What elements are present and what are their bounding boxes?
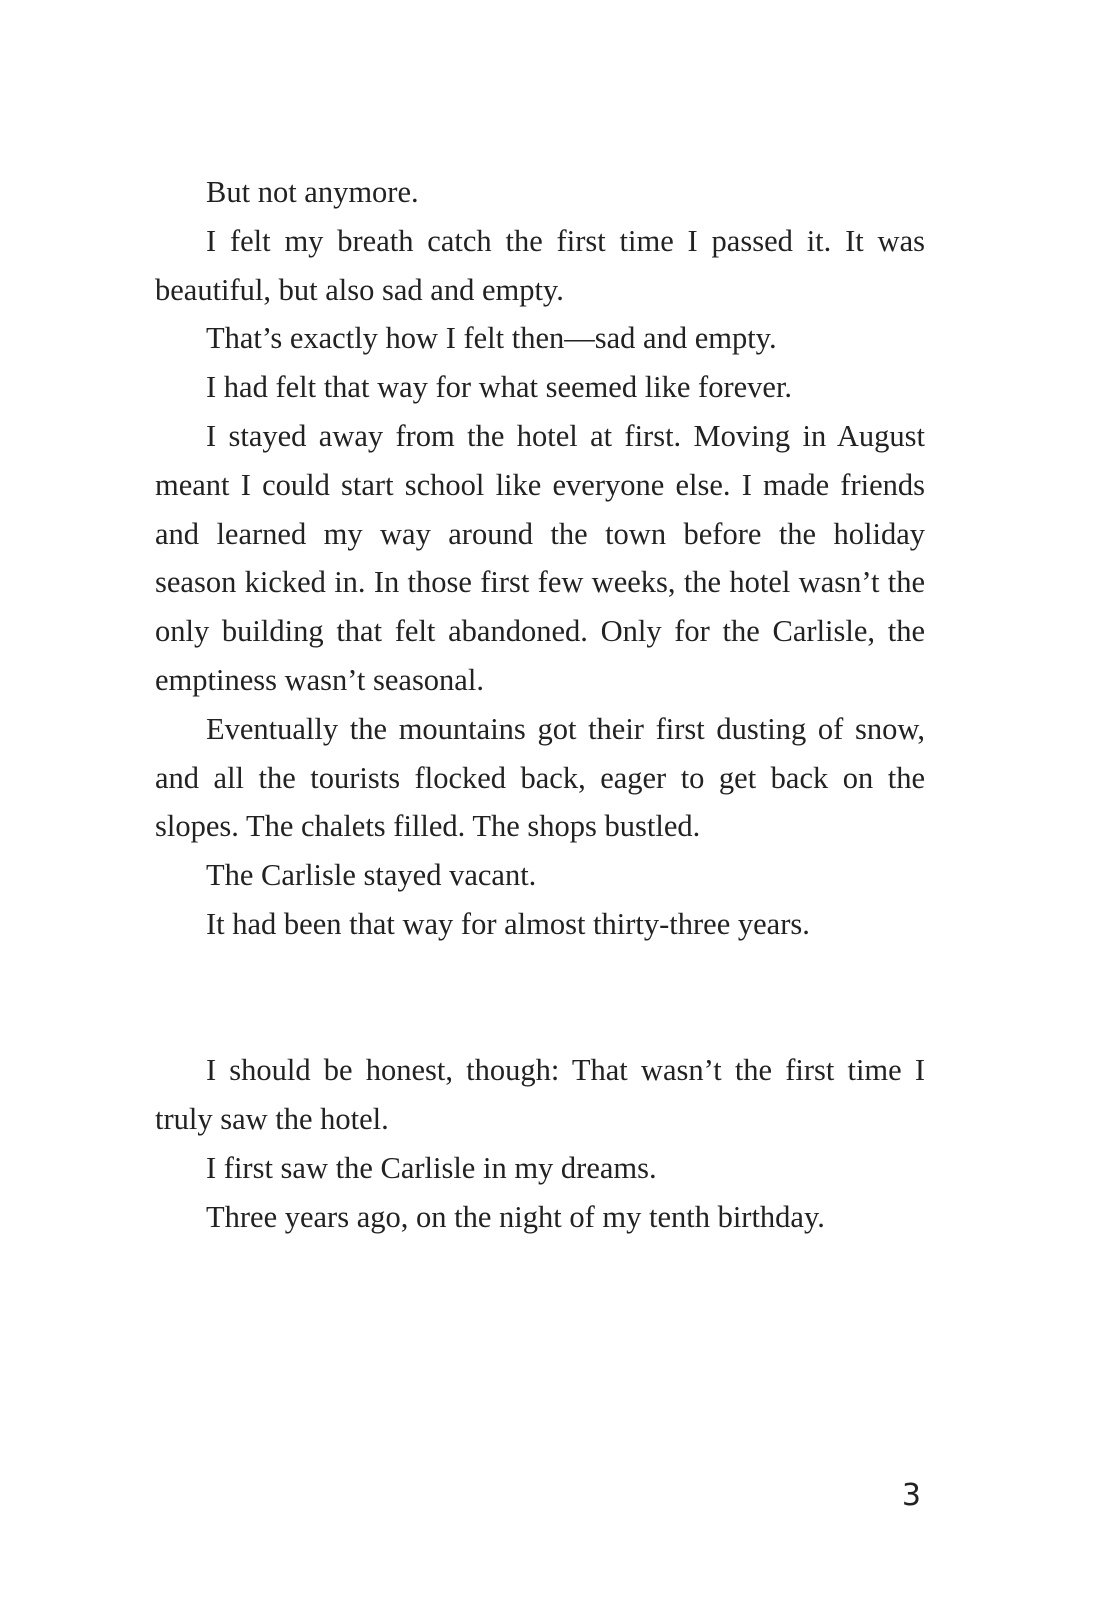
paragraph: Three years ago, on the night of my tenth birthday. xyxy=(206,1199,825,1234)
paragraph: I should be honest, though: That wasn’t the first time I truly saw the hotel. xyxy=(155,1053,925,1137)
paragraph: The Carlisle stayed vacant. xyxy=(206,858,537,893)
section-break xyxy=(155,949,925,1047)
paragraph: Eventually the mountains got their first dusting of snow, and all the tourists flocked back, eager to get back on the slopes. The chalets filled. The shops bustled. xyxy=(155,711,925,844)
paragraph: I had felt that way for what seemed like forever. xyxy=(206,370,793,405)
paragraph: I stayed away from the hotel at first. Moving in August meant I could start school like everyone else. I made friends and learned my way around the town before the holiday season kicked in. In those first few weeks, the hotel wasn’t the only building that felt abandoned. Only for the Carlisle, the emptiness wasn’t seasonal. xyxy=(155,418,925,697)
paragraph: It had been that way for almost thirty-three years. xyxy=(206,906,810,941)
page-number: 3 xyxy=(901,1478,921,1513)
paragraph: I felt my breath catch the first time I passed it. It was beautiful, but also sad and empty. xyxy=(155,223,925,307)
paragraph: That’s exactly how I felt then—sad and empty. xyxy=(206,321,777,356)
paragraph: I first saw the Carlisle in my dreams. xyxy=(206,1150,657,1185)
body-text xyxy=(155,168,925,1242)
paragraph: But not anymore. xyxy=(206,175,419,209)
